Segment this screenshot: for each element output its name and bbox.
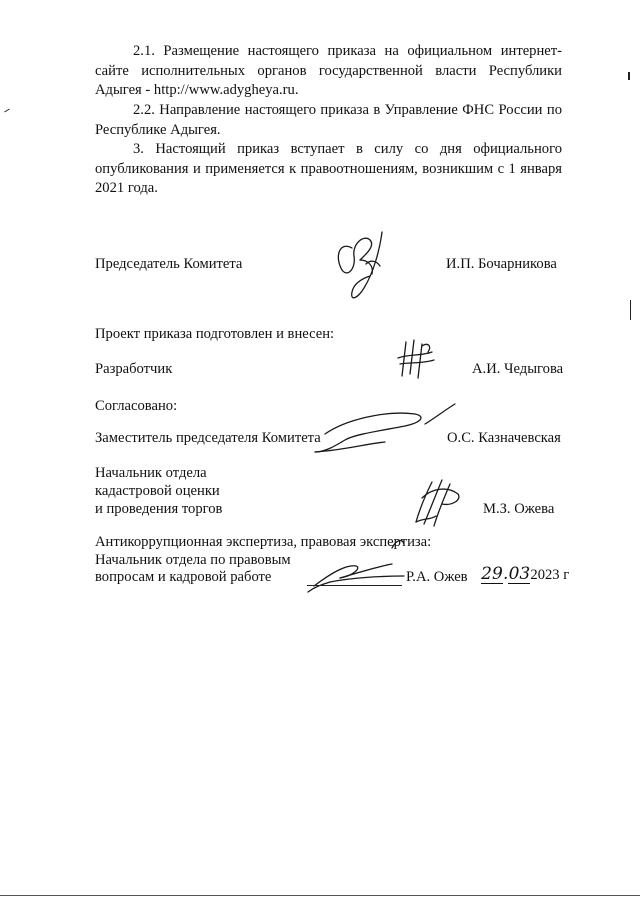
developer-name: А.И. Чедыгова (472, 361, 564, 377)
review-date-year: 2023 г (530, 567, 570, 583)
legal-head-name: Р.А. Ожев (406, 569, 468, 585)
legal-head-title-line2: вопросам и кадровой работе (95, 569, 272, 585)
cadastral-head-title-line1: Начальник отдела (95, 465, 207, 481)
cadastral-head-title-line2: кадастровой оценки (95, 483, 220, 499)
paragraph-3-text: 3. Настоящий приказ вступает в силу со дня официального опубликования и применяется к правоотношениям, возникшим с 1 января 2021 года. (95, 141, 562, 196)
agreed-heading: Согласовано: (95, 398, 178, 414)
paragraph-2-1 (95, 42, 562, 101)
deputy-signature (305, 400, 465, 460)
chairman-signature (330, 226, 400, 306)
review-date (481, 566, 569, 584)
paragraph-2-2 (95, 101, 562, 140)
cadastral-head-signature (408, 474, 468, 530)
chairman-name: И.П. Бочарникова (446, 256, 557, 272)
scan-artifact-right-mid (630, 300, 631, 320)
review-date-separator: . (503, 564, 509, 584)
legal-review-heading: Антикоррупционная экспертиза, правовая экспертиза: (95, 534, 432, 550)
chairman-title: Председатель Комитета (95, 256, 243, 272)
developer-title: Разработчик (95, 361, 173, 377)
page-bottom-border (0, 895, 640, 896)
prepared-by-heading: Проект приказа подготовлен и внесен: (95, 326, 335, 342)
scan-artifact-left (4, 109, 10, 113)
deputy-title: Заместитель председателя Комитета (95, 430, 321, 446)
paragraph-3 (95, 140, 562, 199)
cadastral-head-title-line3: и проведения торгов (95, 501, 223, 517)
deputy-name: О.С. Казначевская (447, 430, 561, 446)
developer-signature (392, 336, 442, 382)
legal-head-title-line1: Начальник отдела по правовым (95, 552, 291, 568)
review-date-month: 03 (508, 564, 531, 584)
review-date-day: 29 (481, 564, 503, 584)
signature-line (307, 585, 402, 586)
scan-artifact-right-top (628, 72, 630, 80)
legal-head-signature (300, 528, 460, 598)
paragraph-2-2-text: 2.2. Направление настоящего приказа в Управление ФНС России по Республике Адыгея. (95, 102, 562, 138)
cadastral-head-name: М.З. Ожева (483, 501, 555, 517)
paragraph-2-1-text: 2.1. Размещение настоящего приказа на официальном интернет-сайте исполнительных органов государственной власти Республики Адыгея - http://www.adygheya.ru. (95, 43, 562, 98)
